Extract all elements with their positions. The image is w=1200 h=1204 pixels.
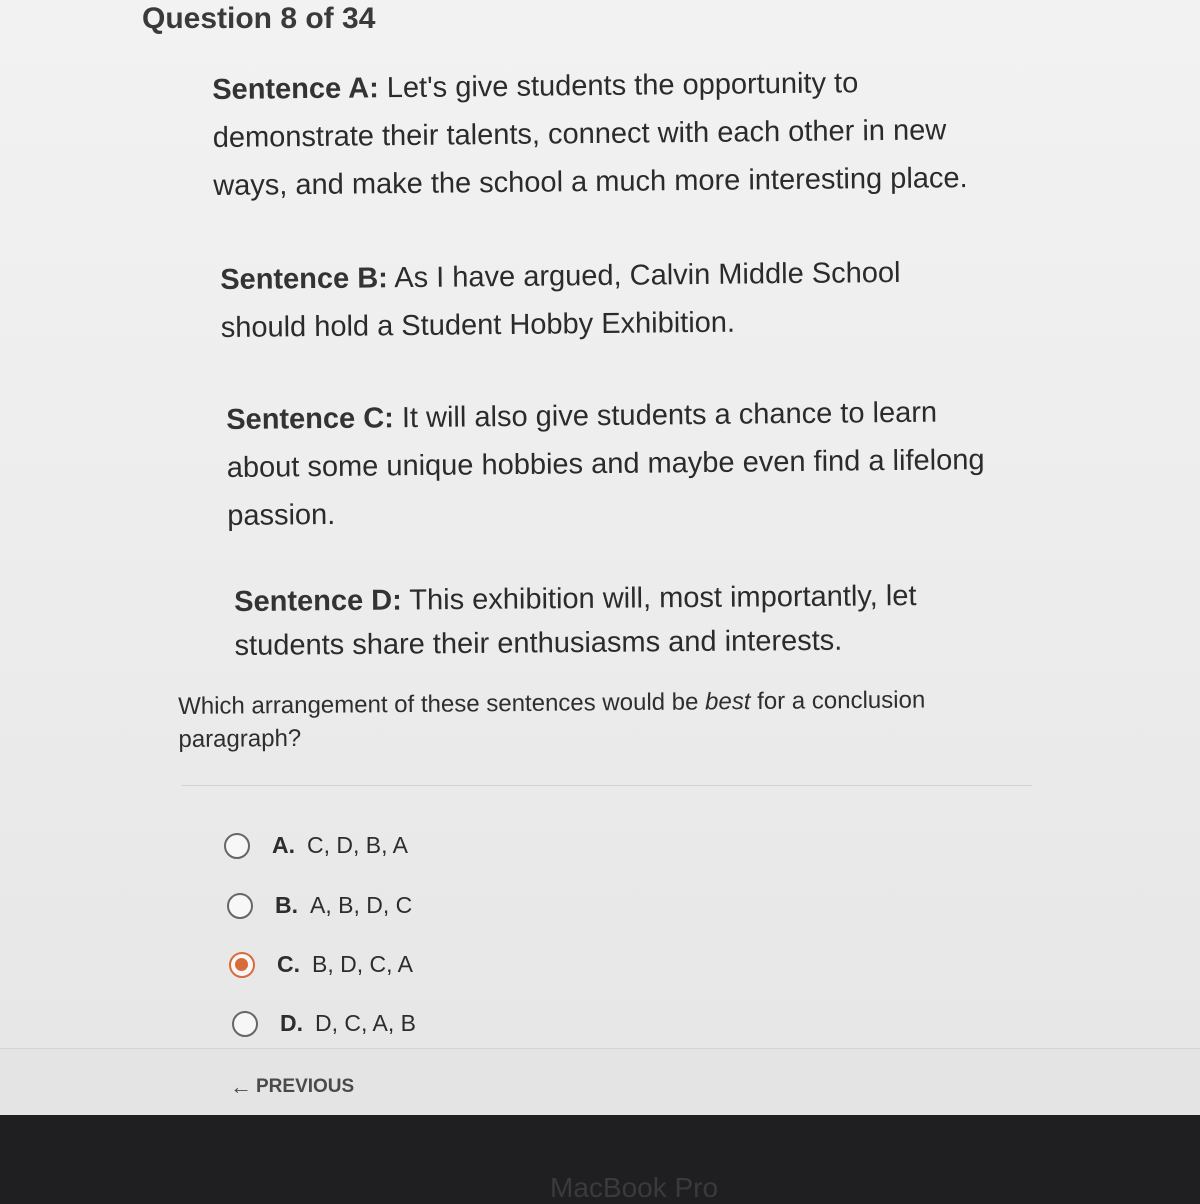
sentence-d — [234, 574, 955, 668]
sentence-b-label: Sentence B: — [220, 262, 389, 296]
option-text: A, B, D, C — [310, 892, 413, 918]
sentence-c — [226, 388, 1017, 540]
prompt-text-after: for a conclusion paragraph? — [178, 686, 926, 753]
sentence-c-label: Sentence C: — [226, 402, 395, 436]
sentence-d-label: Sentence D: — [234, 584, 402, 618]
sentence-b-text: As I have argued, Calvin Middle School should hold a Student Hobby Exhibition. — [220, 256, 901, 344]
sentence-c-text: It will also give students a chance to learn about some unique hobbies and maybe even find a lifelong passion. — [226, 396, 985, 532]
sentence-a — [212, 58, 1013, 210]
option-letter: C. — [277, 951, 300, 977]
radio-button-icon[interactable] — [227, 893, 253, 919]
previous-button[interactable] — [230, 1074, 354, 1100]
option-text: D, C, A, B — [315, 1010, 416, 1036]
answer-option-b[interactable] — [227, 892, 412, 919]
answer-option-c[interactable] — [229, 951, 413, 978]
arrow-left-icon: ← — [230, 1074, 252, 1099]
divider — [182, 785, 1032, 786]
option-letter: D. — [280, 1010, 303, 1036]
option-text: B, D, C, A — [312, 951, 413, 977]
answer-option-d[interactable] — [232, 1010, 416, 1037]
answer-option-a[interactable] — [224, 832, 408, 859]
radio-button-icon[interactable] — [232, 1011, 258, 1037]
prompt-emphasis: best — [704, 688, 751, 716]
option-letter: B. — [275, 892, 298, 918]
question-counter: Question 8 of 34 — [142, 2, 376, 35]
sentence-a-text: Let's give students the opportunity to demonstrate their talents, connect with each other in new ways, and make the school a much more interesting place. — [212, 67, 968, 202]
sentence-a-label: Sentence A: — [212, 72, 379, 106]
option-text: C, D, B, A — [307, 832, 408, 858]
radio-button-selected-icon[interactable] — [229, 952, 255, 978]
previous-label: PREVIOUS — [256, 1076, 355, 1097]
device-bezel-label: MacBook Pro — [550, 1172, 719, 1203]
prompt-text-before: Which arrangement of these sentences would be — [178, 688, 706, 720]
bottom-nav-bar — [0, 1048, 1200, 1115]
radio-button-icon[interactable] — [224, 833, 250, 859]
sentence-b — [220, 248, 941, 352]
sentence-d-text: This exhibition will, most importantly, let students share their enthusiasms and interests. — [234, 580, 917, 662]
option-letter: A. — [272, 832, 295, 858]
question-prompt — [178, 683, 999, 756]
